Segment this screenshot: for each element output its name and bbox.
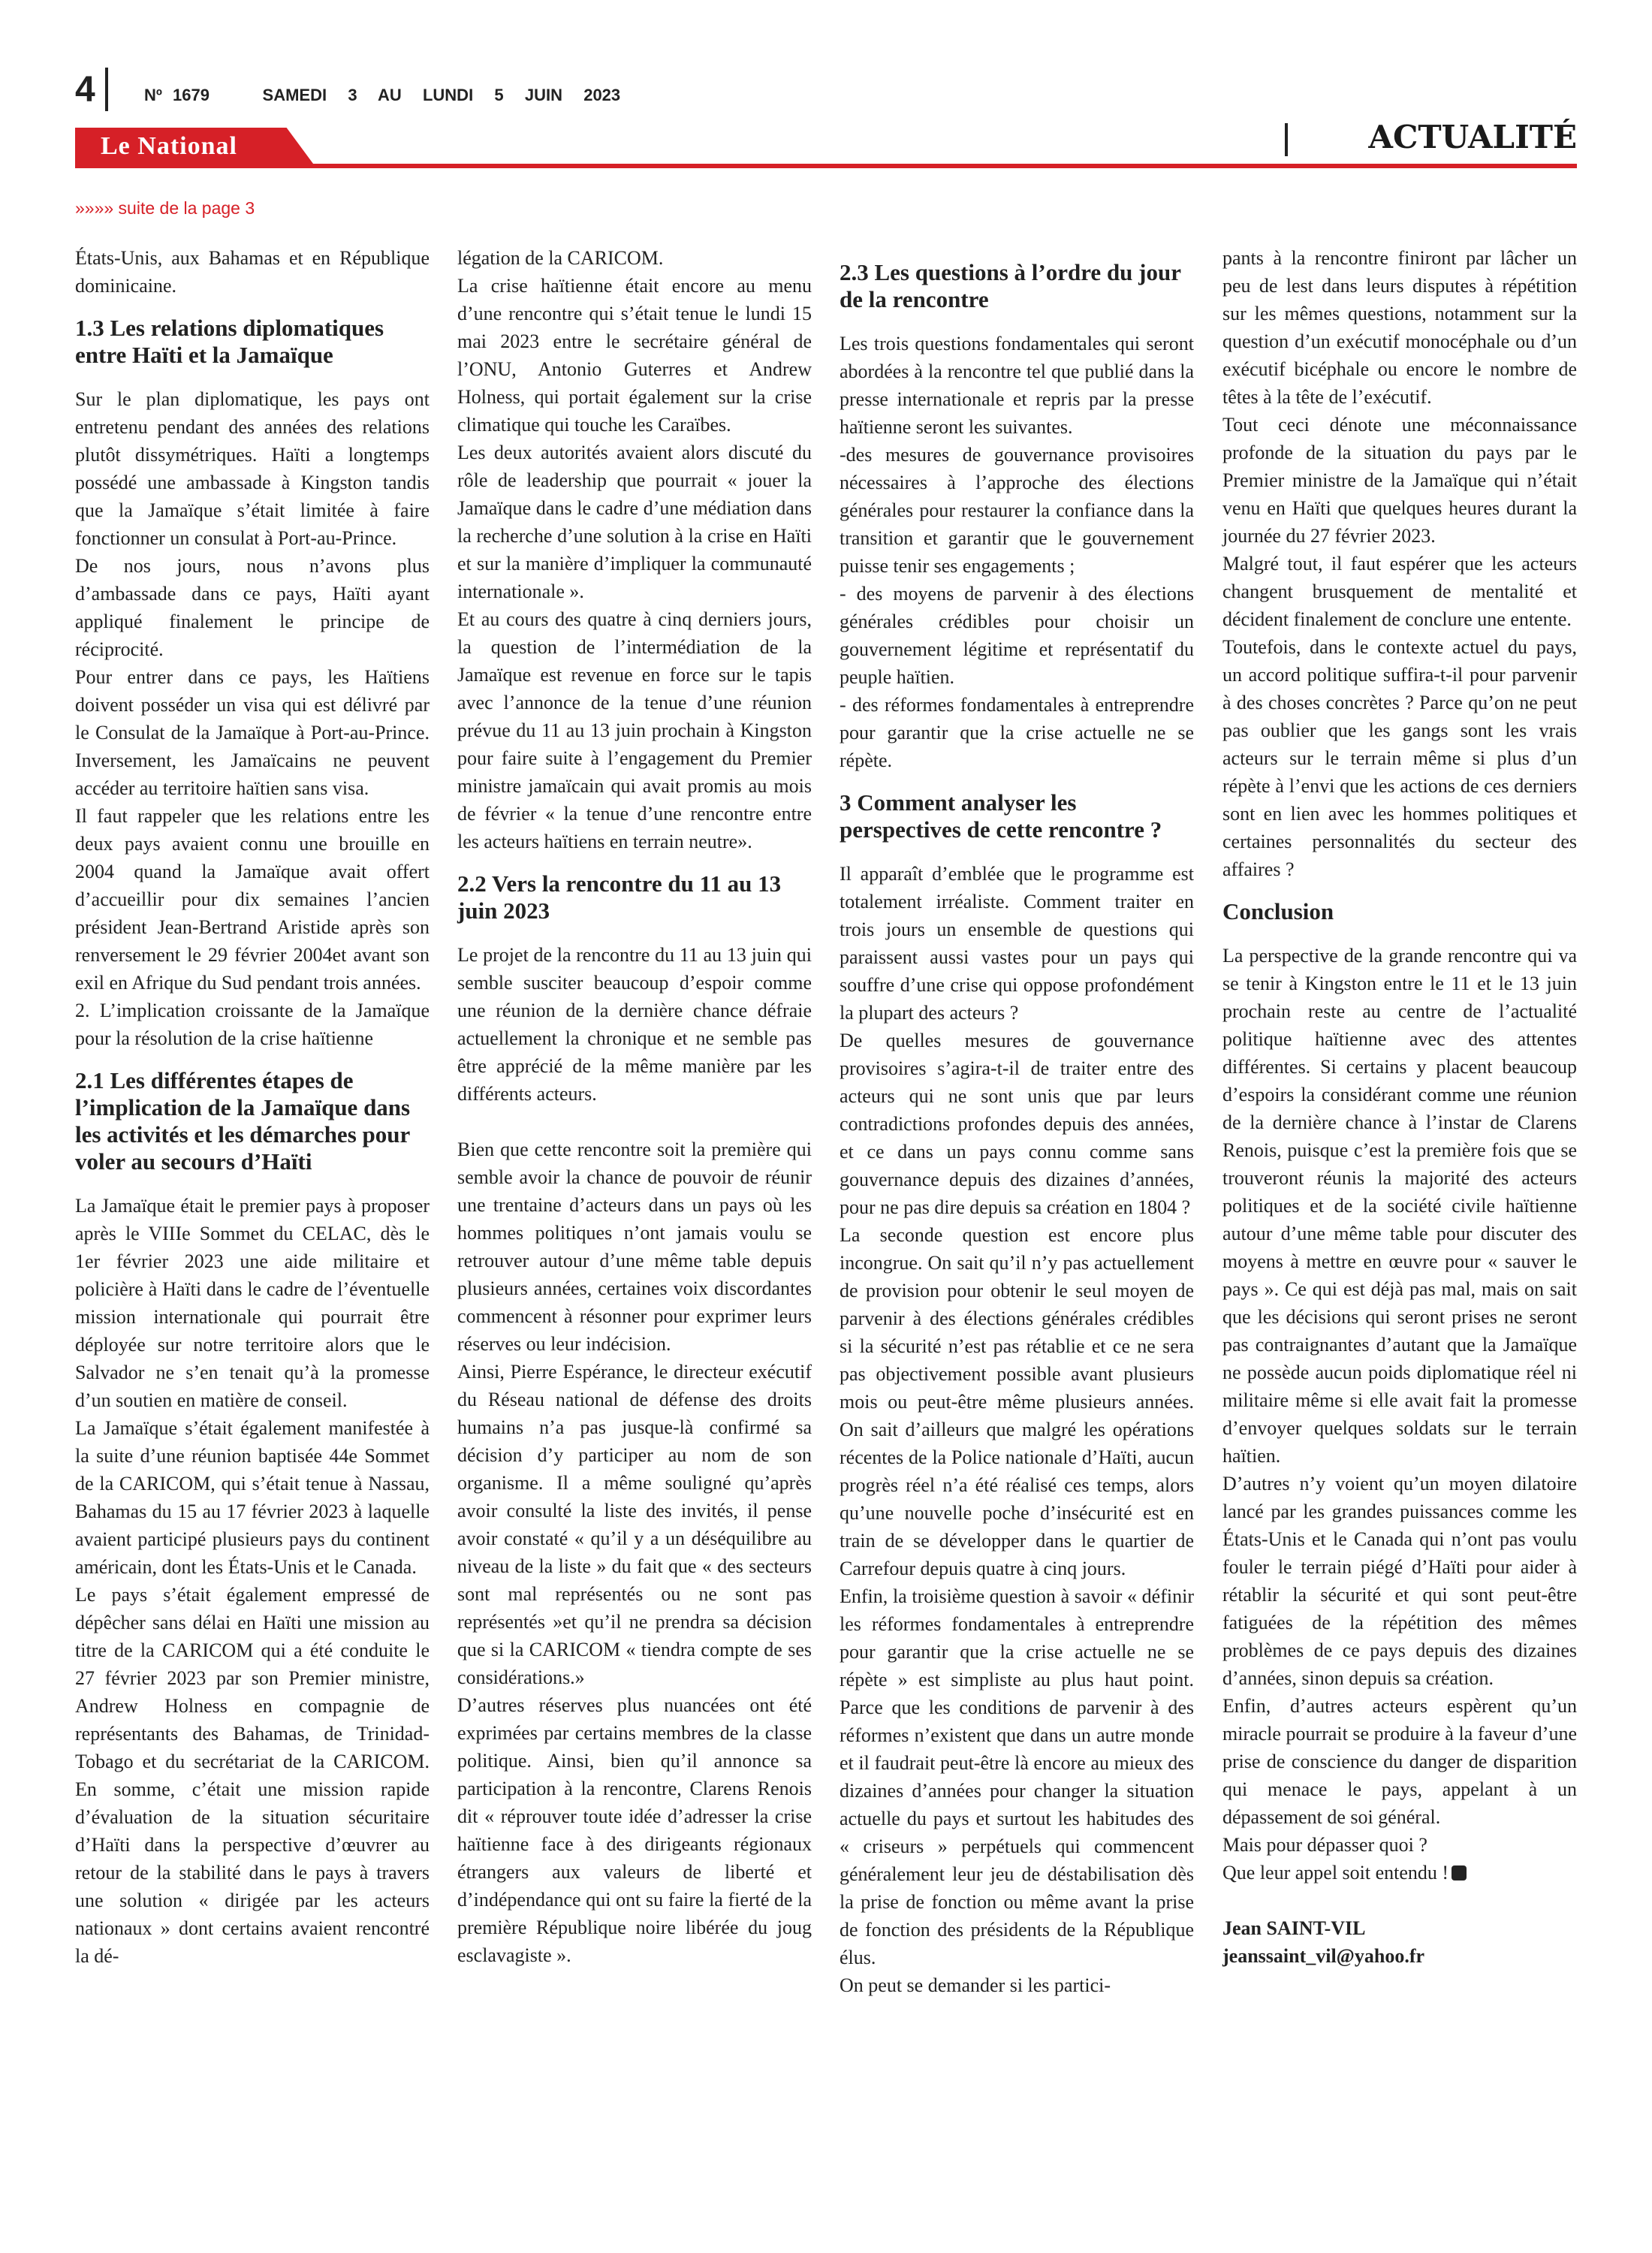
paragraph: Le pays s’était également empressé de dépêcher sans délai en Haïti une mission au titre de la CARICOM qui a été conduite le 27 février 2023 par son Premier ministre, Andrew Holness en compagnie de représentants des Bahamas, de Trinidad-Tobago et du secrétariat de la CARICOM. En somme, c’était une mission rapide d’évaluation de la situation sécuritaire d’Haïti dans la perspective d’œuvrer au retour de la stabilité dans le pays à travers une solution « dirigée par les acteurs nationaux » dont certains avaient rencontré la dé- xyxy=(75,1584,430,1967)
article-column-2 xyxy=(457,244,812,1969)
paragraph: Toutefois, dans le contexte actuel du pays, un accord politique suffira-t-il pour parvenir à des choses concrètes ? Parce qu’on ne peut pas oublier que les gangs sont les vrais acteurs sur le terrain même si plus d’un répète à l’envi que les actions de ces derniers sont en lien avec les hommes politiques et certaines personnalités du secteur des affaires ? xyxy=(1222,636,1577,880)
paragraph: Les deux autorités avaient alors discuté du rôle de leadership que pourrait « jouer la Jamaïque dans le cadre d’une médiation dans la recherche d’une solution à la crise en Haïti et sur la manière d’impliquer la communauté internationale ». xyxy=(457,442,812,602)
paragraph: Malgré tout, il faut espérer que les acteurs changent brusquement de mentalité et décident finalement de conclure une entente. xyxy=(1222,553,1577,630)
paragraph: Les trois questions fondamentales qui seront abordées à la rencontre tel que publié dans la presse internationale et repris par la presse haïtienne seront les suivantes. xyxy=(840,333,1194,438)
paragraph: La Jamaïque était le premier pays à proposer après le VIIIe Sommet du CELAC, dès le 1er février 2023 une aide militaire et policière à Haïti dans le cadre de l’éventuelle mission internationale qui pourrait être déployée sur notre territoire alors que le Salvador ne s’en tenait qu’à la promesse d’un soutien en matière de conseil. xyxy=(75,1195,430,1411)
paragraph: Enfin, la troisième question à savoir « définir les réformes fondamentales à entreprendre pour garantir que la crise actuelle ne se répète » est simpliste au plus haut point. Parce que les conditions de parvenir à des réformes n’existent que dans un autre monde et il faudrait peut-être là encore au mieux des dizaines d’années pour changer la situation actuelle du pays et surtout les habitudes des « criseurs » perpétuels qui commencent généralement leur jeu de déstabilisation dès la prise de fonction ou même avant la prise de fonction des présidents de la République élus. xyxy=(840,1585,1194,1968)
paragraph: La seconde question est encore plus incongrue. On sait qu’il n’y pas actuellement de provision pour obtenir le seul moyen de parvenir à des élections générales crédibles si la sécurité n’est pas rétablie et ce ne sera pas objectivement possible avant plusieurs mois ou peut-être même plusieurs années. On sait d’ailleurs que malgré les opérations récentes de la Police nationale d’Haïti, aucun progrès réel n’a été réalisé ces temps, alors qu’une nouvelle poche d’insécurité est en train de se développer dans le quartier de Carrefour depuis quatre à cinq jours. xyxy=(840,1224,1194,1579)
paragraph: Pour entrer dans ce pays, les Haïtiens doivent posséder un visa qui est délivré par le Consulat de la Jamaïque à Port-au-Prince. Inversement, les Jamaïcains ne peuvent accéder au territoire haïtien sans visa. xyxy=(75,666,430,799)
paragraph: De nos jours, nous n’avons plus d’ambassade dans ce pays, Haïti ayant appliqué finalement le principe de réciprocité. xyxy=(75,555,430,660)
section-heading: 3 Comment analyser les perspectives de cette rencontre ? xyxy=(840,789,1162,843)
paragraph: Il apparaît d’emblée que le programme est totalement irréaliste. Comment traiter en trois jours un ensemble de questions qui paraissent aussi vastes pour un pays qui souffre d’une crise qui oppose profondément la plupart des acteurs ? xyxy=(840,863,1194,1024)
paragraph: De quelles mesures de gouvernance provisoires s’agira-t-il de traiter entre des acteurs qui ne sont unis que par leurs contradictions profondes depuis des années, et ce dans un pays connu comme sans gouvernance depuis des dizaines d’années, pour ne pas dire depuis sa création en 1804 ? xyxy=(840,1030,1194,1218)
author-signature: Jean SAINT-VIL xyxy=(1222,1917,1366,1939)
paragraph: La crise haïtienne était encore au menu d’une rencontre qui s’était tenue le lundi 15 mai 2023 entre le secrétaire général de l’ONU, Antonio Guterres et Andrew Holness, qui portait également sur la crise climatique qui touche les Caraïbes. xyxy=(457,275,812,436)
section-divider xyxy=(1285,123,1288,156)
paragraph: -des mesures de gouvernance provisoires nécessaires à l’approche des élections générales pour restaurer la confiance dans la transition et garantir que le gouvernement puisse tenir ses engagements ; xyxy=(840,444,1194,577)
newspaper-logo: Le National xyxy=(101,132,237,160)
paragraph: D’autres n’y voient qu’un moyen dilatoire lancé par les grandes puissances comme les États-Unis et le Canada qui n’ont pas voulu fouler le terrain piégé d’Haïti pour aider à rétablir la sécurité et qui sont peut-être fatiguées de la répétition des mêmes problèmes de ce pays depuis des dizaines d’années, sinon depuis sa création. xyxy=(1222,1473,1577,1689)
end-of-article-icon xyxy=(1452,1865,1467,1881)
section-heading: Conclusion xyxy=(1222,898,1334,924)
paragraph: Bien que cette rencontre soit la première qui semble avoir la chance de pouvoir de réunir une trentaine d’acteurs dans un pays où les hommes politiques n’ont jamais voulu se retrouver autour d’une même table depuis plusieurs années, certaines voix discordantes commencent à résonner pour exprimer leurs réserves ou leur indécision. xyxy=(457,1139,812,1355)
paragraph: - des réformes fondamentales à entreprendre pour garantir que la crise actuelle ne se répète. xyxy=(840,694,1194,771)
paragraph: Ainsi, Pierre Espérance, le directeur exécutif du Réseau national de défense des droits humains n’a pas jusque-là confirmé sa décision d’y participer au nom de son organisme. Il a même souligné qu’après avoir consulté la liste des invités, il pense avoir constaté « qu’il y a un déséquilibre au niveau de la liste » du fait que « des secteurs sont mal représentés ou ne sont pas représentés »et qu’il ne prendra sa décision que si la CARICOM « tiendra compte de ses considérations.» xyxy=(457,1361,812,1688)
paragraph: D’autres réserves plus nuancées ont été exprimées par certains membres de la classe politique. Ainsi, bien qu’il annonce sa participation à la rencontre, Clarens Renois dit « réprouver toute idée d’adresser la crise haïtienne face à des dirigeants régionaux étrangers aux valeurs de liberté et d’indépendance qui ont su faire la fierté de la première République noire libérée du joug esclavagiste ». xyxy=(457,1694,812,1966)
section-heading: 2.2 Vers la rencontre du 11 au 13 juin 2023 xyxy=(457,870,782,924)
article-column-4 xyxy=(1222,244,1577,1970)
continued-from-link[interactable]: »»»» suite de la page 3 xyxy=(75,198,255,218)
article-column-3 xyxy=(840,244,1194,1999)
paragraph: La perspective de la grande rencontre qui va se tenir à Kingston entre le 11 et le 13 juin prochain reste au centre de l’actualité politique haïtienne avec des attentes différentes. Si certains y placent beaucoup d’espoirs la considérant comme une réunion de la dernière chance à l’instar de Clarens Renois, puisque c’est la première fois que se trouveront réunis la majorité des acteurs politiques et de la société civile haïtienne autour d’une même table pour discuter des moyens à mettre en œuvre pour « sauver le pays ». Ce qui est déjà pas mal, mais on sait que les décisions qui seront prises ne seront pas contraignantes d’autant que la Jamaïque ne possède aucun poids diplomatique réel ni militaire même si elle avait fait la promesse d’envoyer quelques soldats sur le terrain haïtien. xyxy=(1222,945,1577,1467)
section-heading: 2.1 Les différentes étapes de l’implication de la Jamaïque dans les activités et les démarches pour voler au secours d’Haïti xyxy=(75,1067,411,1175)
issue-info: Nº 1679 SAMEDI 3 AU LUNDI 5 JUIN 2023 xyxy=(144,86,621,104)
paragraph-spacer xyxy=(457,1108,812,1136)
paragraph: pants à la rencontre finiront par lâcher un peu de lest dans leurs disputes à répétition sur les mêmes questions, notamment sur la question d’un exécutif monocéphale ou d’un exécutif bicéphale ou encore le nombre de têtes à la tête de l’exécutif. xyxy=(1222,247,1577,408)
paragraph: On peut se demander si les partici- xyxy=(840,1974,1111,1996)
section-title: ACTUALITÉ xyxy=(1368,119,1577,155)
paragraph: Enfin, d’autres acteurs espèrent qu’un miracle pourrait se produire à la faveur d’une prise de conscience du danger de disparition qui menace le pays, appelant à un dépassement de soi général. xyxy=(1222,1695,1577,1828)
paragraph: Le projet de la rencontre du 11 au 13 juin qui semble susciter beaucoup d’espoir comme une réunion de la dernière chance défraie actuellement la chronique et ne semble pas être apprécié de la même manière par les différents acteurs. xyxy=(457,944,812,1105)
page-number: 4 xyxy=(75,70,95,110)
paragraph: Mais pour dépasser quoi ? xyxy=(1222,1834,1427,1856)
paragraph: - des moyens de parvenir à des élections générales crédibles pour choisir un gouvernement légitime et représentatif du peuple haïtien. xyxy=(840,583,1194,688)
paragraph-spacer xyxy=(1222,1887,1577,1914)
section-heading: 2.3 Les questions à l’ordre du jour de la rencontre xyxy=(840,259,1181,312)
article-column-1 xyxy=(75,244,430,1970)
paragraph: Il faut rappeler que les relations entre les deux pays avaient connu une brouille en 2004 quand la Jamaïque avait offert d’accueillir pour dix semaines l’ancien président Jean-Bertrand Aristide après son renversement le 29 février 2004et avant son exil en Afrique du Sud pendant trois années. xyxy=(75,805,430,994)
page-header xyxy=(75,66,1577,111)
page-number-divider xyxy=(105,68,108,111)
paragraph: 2. L’implication croissante de la Jamaïque pour la résolution de la crise haïtienne xyxy=(75,1000,430,1049)
closing-text: Que leur appel soit entendu ! xyxy=(1222,1862,1449,1884)
paragraph: légation de la CARICOM. xyxy=(457,247,664,269)
paragraph: Et au cours des quatre à cinq derniers jours, la question de l’intermédiation de la Jamaïque est revenue en force sur le tapis avec l’annonce de la tenue d’une réunion prévue du 11 au 13 juin prochain à Kingston pour faire suite à l’engagement du Premier ministre jamaïcain qui avait promis au mois de février « la tenue d’une rencontre entre les acteurs haïtiens en terrain neutre». xyxy=(457,608,812,852)
closing-paragraph xyxy=(1222,1859,1577,1887)
section-heading: 1.3 Les relations diplomatiques entre Haïti et la Jamaïque xyxy=(75,315,384,368)
paragraph: Tout ceci dénote une méconnaissance profonde de la situation du pays par le Premier ministre de la Jamaïque qui n’était venu en Haïti que quelques heures durant la journée du 27 février 2023. xyxy=(1222,414,1577,547)
paragraph: États-Unis, aux Bahamas et en République dominicaine. xyxy=(75,247,430,297)
paragraph: La Jamaïque s’était également manifestée à la suite d’une réunion baptisée 44e Sommet de la CARICOM, qui s’était tenue à Nassau, Bahamas du 15 au 17 février 2023 à laquelle avaient participé plusieurs pays du continent américain, dont les États-Unis et le Canada. xyxy=(75,1417,430,1578)
author-signature: jeanssaint_vil@yahoo.fr xyxy=(1222,1945,1425,1967)
masthead-band xyxy=(75,119,1577,173)
paragraph: Sur le plan diplomatique, les pays ont entretenu pendant des années des relations plutôt dissymétriques. Haïti a longtemps possédé une ambassade à Kingston tandis que la Jamaïque s’était limitée à faire fonctionner un consulat à Port-au-Prince. xyxy=(75,388,430,549)
